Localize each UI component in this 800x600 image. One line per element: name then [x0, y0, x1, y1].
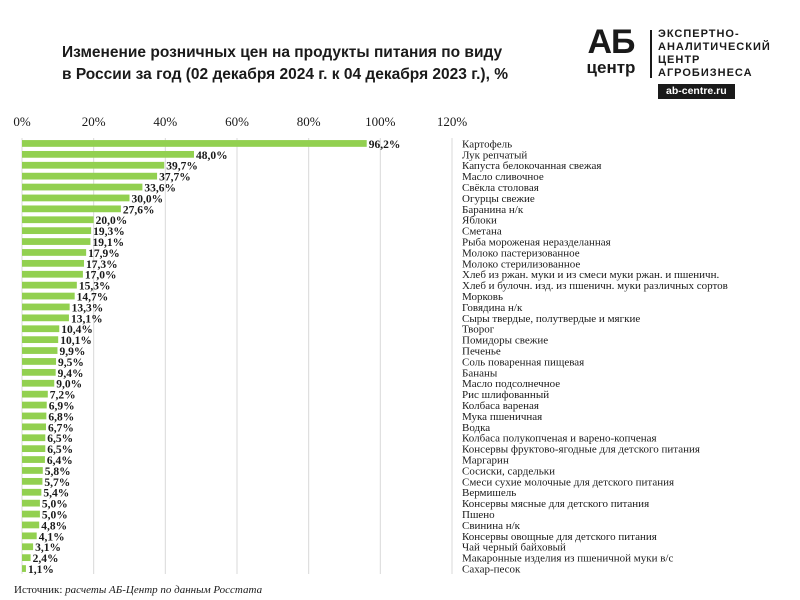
x-tick-label: 100% [365, 114, 396, 129]
x-tick-label: 60% [225, 114, 249, 129]
data-label: 1,1% [27, 564, 54, 576]
category-label: Лук репчатый [462, 149, 528, 162]
category-label: Свинина н/к [462, 519, 520, 532]
data-label: 2,4% [32, 553, 59, 566]
bar [22, 402, 47, 409]
data-label: 5,7% [44, 476, 71, 489]
category-label: Молоко пастеризованное [462, 247, 580, 260]
category-label: Хлеб и булочн. изд. из пшеничн. муки различных сортов [462, 280, 728, 293]
data-label: 17,0% [84, 269, 117, 282]
source-text: расчеты АБ-Центр по данным Росстата [65, 584, 263, 596]
bar [22, 522, 39, 529]
bar [22, 347, 57, 354]
bar [22, 554, 31, 561]
category-label: Хлеб из ржан. муки и из смеси муки ржан. и пшеничн. [462, 269, 720, 282]
data-label: 5,8% [44, 465, 71, 478]
logo-text-line-2: АНАЛИТИЧЕСКИЙ [658, 41, 771, 53]
category-label: Рыба мороженая неразделанная [462, 236, 611, 249]
bar [22, 532, 37, 539]
category-label: Консервы фруктово-ягодные для детского питания [462, 443, 700, 456]
category-label: Творог [462, 323, 495, 336]
category-label: Сыры твердые, полутвердые и мягкие [462, 312, 641, 325]
data-label: 5,0% [41, 509, 68, 522]
bar [22, 565, 26, 572]
category-label: Колбаса вареная [462, 400, 539, 412]
data-label: 30,0% [131, 193, 164, 206]
data-label: 9,0% [56, 378, 83, 391]
bar [22, 467, 43, 474]
data-label: 19,1% [92, 237, 125, 249]
category-label: Яблоки [462, 214, 497, 227]
bar [22, 380, 54, 387]
x-tick-label: 0% [13, 114, 31, 129]
data-label: 5,4% [43, 487, 70, 500]
bar [22, 445, 45, 452]
bar [22, 336, 58, 343]
bar [22, 293, 75, 300]
bar [22, 260, 84, 267]
bar [22, 478, 42, 485]
category-label: Сахар-песок [462, 563, 521, 576]
bar [22, 304, 70, 311]
category-label: Соль поваренная пищевая [462, 356, 585, 369]
data-label: 6,5% [47, 444, 74, 457]
data-label: 10,4% [61, 324, 93, 337]
bar [22, 369, 56, 376]
bar [22, 216, 94, 223]
data-label: 19,3% [93, 226, 125, 239]
data-label: 33,6% [144, 182, 177, 195]
data-label: 10,1% [60, 335, 92, 348]
data-label: 37,7% [159, 171, 191, 184]
x-tick-label: 120% [436, 114, 468, 129]
bar [22, 500, 40, 507]
bar [22, 184, 142, 191]
bar [22, 456, 45, 463]
data-label: 17,9% [88, 247, 120, 260]
data-label: 6,9% [48, 400, 75, 413]
data-label: 5,0% [41, 498, 68, 511]
category-label: Сосиски, сардельки [462, 465, 555, 478]
category-label: Водка [462, 421, 491, 434]
category-label: Колбаса полукопченая и варено-копченая [462, 432, 657, 445]
x-tick-label: 80% [296, 114, 321, 129]
bar [22, 140, 367, 147]
data-label: 15,3% [78, 280, 111, 293]
logo-mark-bottom: центр [586, 58, 636, 77]
data-label: 20,0% [95, 215, 128, 228]
chart-title-line-2: в России за год (02 декабря 2024 г. к 04 декабря 2023 г.), % [62, 66, 508, 83]
data-label: 3,1% [35, 542, 61, 555]
category-label: Рис шлифованный [462, 389, 550, 402]
category-label: Масло подсолнечное [462, 378, 561, 391]
chart-title-line-1: Изменение розничных цен на продукты питания по виду [62, 44, 503, 61]
source-note [14, 584, 262, 596]
data-label: 96,2% [368, 138, 401, 151]
data-label: 27,6% [122, 204, 155, 217]
bar [22, 391, 48, 398]
bar [22, 162, 164, 169]
bar [22, 358, 56, 365]
category-label: Смеси сухие молочные для детского питания [462, 476, 675, 489]
category-label: Капуста белокочанная свежая [462, 160, 602, 173]
bar [22, 282, 77, 289]
category-label: Пшено [462, 509, 495, 521]
category-label: Бананы [462, 367, 498, 380]
category-label: Говядина н/к [462, 301, 523, 314]
bar [22, 413, 46, 420]
category-label: Морковь [462, 291, 504, 303]
data-label: 13,3% [71, 302, 104, 315]
bar [22, 543, 33, 550]
category-label: Консервы мясные для детского питания [462, 498, 650, 511]
category-label: Помидоры свежие [462, 334, 549, 347]
data-label: 48,0% [196, 149, 228, 162]
data-label: 6,4% [46, 455, 73, 467]
bar [22, 434, 45, 441]
bar [22, 227, 91, 234]
data-label: 6,8% [48, 411, 75, 424]
category-label: Картофель [462, 138, 513, 151]
data-label: 14,7% [76, 291, 109, 304]
x-tick-label: 40% [153, 114, 178, 129]
category-label: Мука пшеничная [462, 410, 543, 423]
bar [22, 249, 86, 256]
bar [22, 173, 157, 180]
source-label: Источник: [14, 584, 63, 596]
category-label: Макаронные изделия из пшеничной муки в/с [462, 552, 674, 565]
bar [22, 511, 40, 518]
logo-mark-top: АБ [587, 23, 635, 61]
bar [22, 205, 121, 212]
data-label: 6,7% [48, 422, 74, 435]
bar [22, 151, 194, 158]
bar [22, 325, 59, 332]
category-label: Масло сливочное [462, 171, 544, 184]
data-label: 13,1% [70, 313, 103, 326]
data-label: 9,4% [57, 367, 84, 380]
category-label: Огурцы свежие [462, 192, 535, 205]
data-label: 7,2% [49, 389, 76, 402]
category-label: Чай черный байховый [462, 541, 566, 554]
data-label: 4,8% [41, 520, 68, 533]
data-label: 9,5% [58, 356, 84, 369]
bar [22, 238, 90, 245]
category-label: Маргарин [462, 454, 509, 467]
logo-text-line-3: ЦЕНТР [658, 54, 701, 66]
category-label: Баранина н/к [462, 203, 524, 216]
logo-site-link[interactable]: ab-centre.ru [658, 84, 735, 99]
x-tick-label: 20% [81, 114, 106, 129]
data-label: 4,1% [38, 531, 65, 544]
category-label: Молоко стерилизованное [462, 258, 581, 271]
bar [22, 314, 69, 321]
data-label: 6,5% [47, 433, 74, 446]
data-label: 17,3% [85, 258, 118, 271]
category-label: Консервы овощные для детского питания [462, 530, 657, 543]
logo-text-line-4: АГРОБИЗНЕСА [658, 67, 753, 79]
data-label: 39,7% [166, 160, 198, 173]
logo-text-line-1: ЭКСПЕРТНО- [658, 28, 740, 40]
bar [22, 489, 41, 496]
bar [22, 423, 46, 430]
category-label: Сметана [462, 225, 502, 238]
category-label: Вермишель [462, 487, 517, 500]
category-label: Печенье [462, 345, 501, 358]
bar [22, 271, 83, 278]
data-label: 9,9% [59, 346, 86, 358]
bar [22, 195, 130, 202]
category-label: Свёкла столовая [462, 182, 539, 194]
